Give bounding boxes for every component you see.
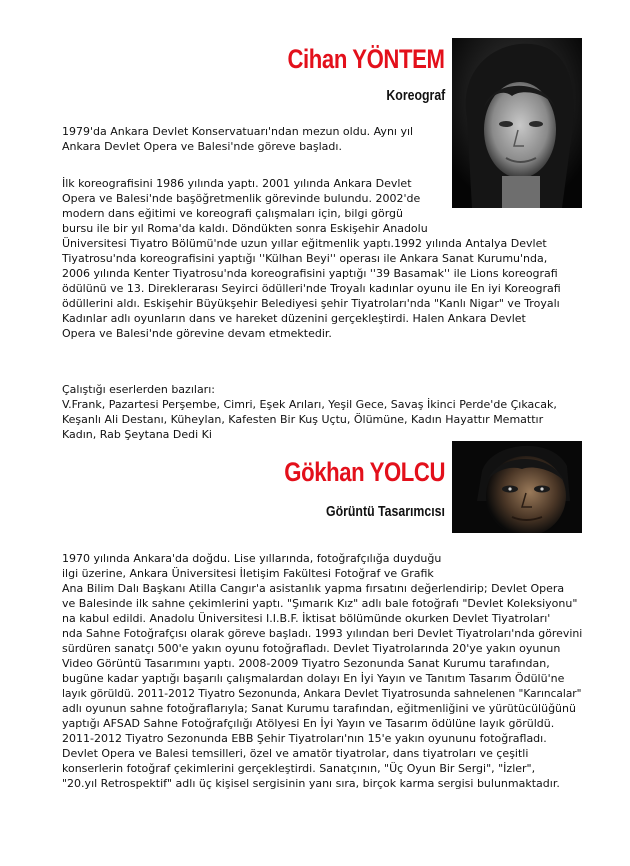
person1-paragraph-2: [62, 176, 582, 341]
text-line: Tiyatrosu'nda koreografisini yaptığı ''Külhan Beyi'' operası ile Ankara Sanat Kurumu'nda,: [62, 252, 548, 265]
person2-role: Görüntü Tasarımcısı: [326, 504, 445, 520]
works-heading: Çalıştığı eserlerden bazıları:: [62, 383, 215, 396]
text-line: Kadın, Rab Şeytana Dedi Ki: [62, 428, 212, 441]
person2-portrait-photo: [452, 441, 582, 533]
person2-paragraph-1: [62, 551, 582, 791]
text-line: Ana Bilim Dalı Başkanı Atilla Cangır'a asistanlık yapma fırsatını değerlendirip; Devlet Opera: [62, 582, 565, 595]
text-line: ve Balesinde ilk sahne çekimlerini yaptı. "Şımarık Kız" adlı bale fotoğrafı "Devlet Koleksiyonu": [62, 597, 578, 610]
text-line: ödülünü ve 13. Direklerarası Seyirci ödülleri'nde Troyalı kadınlar oyunu ile En iyi Koreografi: [62, 282, 561, 295]
text-line: Keşanlı Ali Destanı, Küheylan, Kafesten Bir Kuş Uçtu, Ölümüne, Kadın Hayattır Memattır: [62, 413, 544, 426]
text-line: ilgi üzerine, Ankara Üniversitesi İletişim Fakültesi Fotoğraf ve Grafik: [62, 567, 434, 580]
text-line: 2006 yılında Kenter Tiyatrosu'nda koreografisini yaptığı ''39 Basamak'' ile Lions koreografi: [62, 267, 558, 280]
text-line: Devlet Opera ve Balesi temsilleri, özel ve amatör tiyatrolar, dans tiyatroları ve çeşitli: [62, 747, 529, 760]
text-line: layık görüldü. 2011-2012 Tiyatro Sezonunda, Ankara Devlet Tiyatrosunda sahnelenen "Karıncalar": [62, 687, 582, 700]
text-line: Opera ve Balesi'nde görevine devam etmektedir.: [62, 327, 332, 340]
text-line: konserlerin fotoğraf çekimlerini gerçekleştirdi. Sanatçının, "Üç Oyun Bir Sergi", "İzler",: [62, 762, 536, 775]
text-line: ödüllerini aldı. Eskişehir Büyükşehir Belediyesi şehir Tiyatroları'nda "Kanlı Nigar" ve Troyalı: [62, 297, 560, 310]
text-line: yaptığı AFSAD Sahne Fotoğrafçılığı Atölyesi En İyi Yayın ve Tasarım ödülüne layık görüldü.: [62, 717, 555, 730]
text-line: 1970 yılında Ankara'da doğdu. Lise yıllarında, fotoğrafçılığa duyduğu: [62, 552, 442, 565]
text-line: 2011-2012 Tiyatro Sezonunda EBB Şehir Tiyatroları'nın 15'e yakın oyununu fotoğrafladı.: [62, 732, 547, 745]
text-line: Video Görüntü Tasarımını yaptı. 2008-2009 Tiyatro Sezonunda Sanat Kurumu tarafından,: [62, 657, 550, 670]
text-line: V.Frank, Pazartesi Perşembe, Cimri, Eşek Arıları, Yeşil Gece, Savaş İkinci Perde'de Çıkacak,: [62, 398, 557, 411]
person2-name: Gökhan YOLCU: [284, 457, 445, 487]
text-line: modern dans eğitimi ve koreografi çalışmaları için, bilgi görgü: [62, 207, 403, 220]
text-line: nda Sahne Fotoğrafçısı olarak göreve başladı. 1993 yılından beri Devlet Tiyatroları'nda görevini: [62, 627, 583, 640]
text-line: bursu ile bir yıl Roma'da kaldı. Döndükten sonra Eskişehir Anadolu: [62, 222, 428, 235]
text-line: 1979'da Ankara Devlet Konservatuarı'ndan mezun oldu. Aynı yıl: [62, 125, 414, 138]
text-line: sürdüren sanatçı 500'e yakın oyunu fotoğrafladı. Devlet Tiyatrolarında 20'ye yakın oyunun: [62, 642, 561, 655]
text-line: na kabul edildi. Anadolu Üniversitesi I.I.B.F. İktisat bölümünde okurken Devlet Tiyatroları': [62, 612, 551, 625]
text-line: "20.yıl Retrospektif" adlı üç kişisel sergisinin yanı sıra, birçok karma sergisi bulunmaktadır.: [62, 777, 560, 790]
person1-name: Cihan YÖNTEM: [287, 44, 445, 74]
text-line: bugüne kadar yaptığı başarılı çalışmalardan dolayı En İyi Yayın ve Tanıtım Tasarım Ödülü'ne: [62, 672, 565, 685]
text-line: Ankara Devlet Opera ve Balesi'nde göreve başladı.: [62, 140, 342, 153]
text-line: adlı oyunun sahne fotoğraflarıyla; Sanat Kurumu tarafından, eğitmenliğini ve yürütücülüğünü: [62, 702, 576, 715]
text-line: Opera ve Balesi'nde başöğretmenlik görevinde bulundu. 2002'de: [62, 192, 421, 205]
person1-works-list: [62, 382, 582, 442]
person1-role: Koreograf: [386, 88, 445, 104]
text-line: İlk koreografisini 1986 yılında yaptı. 2001 yılında Ankara Devlet: [62, 177, 412, 190]
person1-paragraph-1: [62, 124, 582, 154]
text-line: Kadınlar adlı oyunların dans ve hareket düzenini gerçekleştirdi. Halen Ankara Devlet: [62, 312, 526, 325]
text-line: Üniversitesi Tiyatro Bölümü'nde uzun yıllar eğitmenlik yaptı.1992 yılında Antalya Devlet: [62, 237, 547, 250]
